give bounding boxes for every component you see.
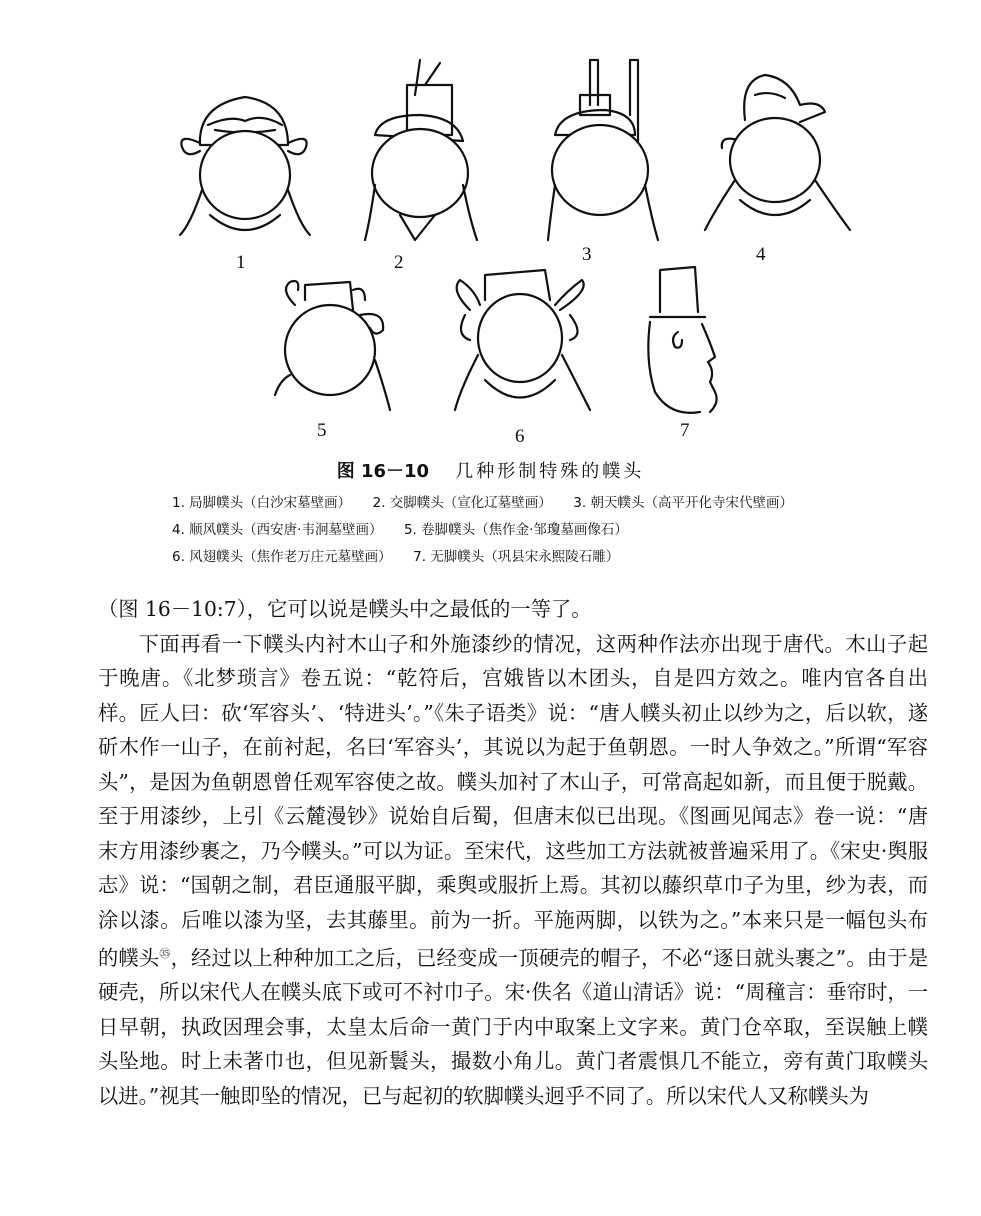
figure-3-illustration <box>540 55 680 245</box>
figure-label-2: 2 <box>394 252 404 273</box>
figure-notes <box>172 490 872 571</box>
figure-2-illustration <box>345 55 490 245</box>
figure-1-illustration <box>170 85 320 245</box>
paragraph-2-part-b: ，经过以上种种加工之后，已经变成一顶硬壳的帽子，不必“逐日就头裹之”。由于是硬壳，所以宋代人在幞头底下或可不衬巾子。宋·佚名《道山清话》说：“周穜言：垂帘时，一日早朝，执政因理会事，太皇太后命一黄门于内中取案上文字来。黄门仓卒取，至误触上幞头坠地。时上未著巾也，但见新鬟头，撮数小角儿。黄门者震惧几不能立，旁有黄门取幞头以进。”视其一触即坠的情况，已与起初的软脚幞头迥乎不同了。所以宋代人又称幞头为 <box>98 945 928 1108</box>
note-4: 4. 顺风幞头（西安唐·韦泂墓壁画） <box>172 522 383 538</box>
figure-caption-title <box>0 457 981 483</box>
figure-label-6: 6 <box>515 426 525 447</box>
figure-number: 图 16－10 <box>336 461 430 482</box>
note-1: 1. 局脚幞头（白沙宋墓壁画） <box>172 495 352 511</box>
figure-label-7: 7 <box>680 420 690 441</box>
figure-4-illustration <box>700 60 860 240</box>
note-5: 5. 卷脚幞头（焦作金·邹瓊墓画像石） <box>403 522 628 538</box>
figure-label-3: 3 <box>582 244 592 265</box>
figure-label-5: 5 <box>317 420 327 441</box>
note-3: 3. 朝天幞头（高平开化寺宋代壁画） <box>573 495 793 511</box>
footnote-ref: ㉟ <box>159 947 171 960</box>
figure-title: 几种形制特殊的幞头 <box>455 461 645 482</box>
note-7: 7. 无脚幞头（巩县宋永熙陵石雕） <box>413 549 620 565</box>
paragraph-2-part-a: 下面再看一下幞头内衬木山子和外施漆纱的情况，这两种作法亦出现于唐代。木山子起于晚唐。《北梦琐言》卷五说：“乾符后，宫娥皆以木团头，自是四方效之。唯内官各自出样。匠人曰：砍‘军容头’、‘特进头’。”《朱子语类》说：“唐人幞头初止以纱为之，后以软，遂斫木作一山子，在前衬起，名曰‘军容头’，其说以为起于鱼朝恩。一时人争效之。”所谓“军容头”，是因为鱼朝恩曾任观军容使之故。幞头加衬了木山子，可常高起如新，而且便于脱戴。至于用漆纱，上引《云麓漫钞》说始自后蜀，但唐末似已出现。《图画见闻志》卷一说：“唐末方用漆纱裹之，乃今幞头。”可以为证。至宋代，这些加工方法就被普遍采用了。《宋史·舆服志》说：“国朝之制，君臣通服平脚，乘舆或服折上焉。其初以藤织草巾子为里，纱为表，而涂以漆。后唯以漆为坚，去其藤里。前为一折。平施两脚，以铁为之。”本来只是一幅包头布的幞头 <box>98 631 928 970</box>
body-text <box>98 592 928 1113</box>
paragraph-2 <box>98 627 928 1114</box>
note-2: 2. 交脚幞头（宣化辽墓壁画） <box>372 495 552 511</box>
note-6: 6. 风翅幞头（焦作老万庄元墓壁画） <box>172 549 392 565</box>
paragraph-1: （图 16－10:7），它可以说是幞头中之最低的一等了。 <box>98 597 592 621</box>
figure-label-1: 1 <box>236 252 246 273</box>
figure-5-illustration <box>265 270 410 415</box>
figure-6-illustration <box>450 260 595 420</box>
figure-7-illustration <box>640 262 740 422</box>
figure-label-4: 4 <box>756 244 766 265</box>
